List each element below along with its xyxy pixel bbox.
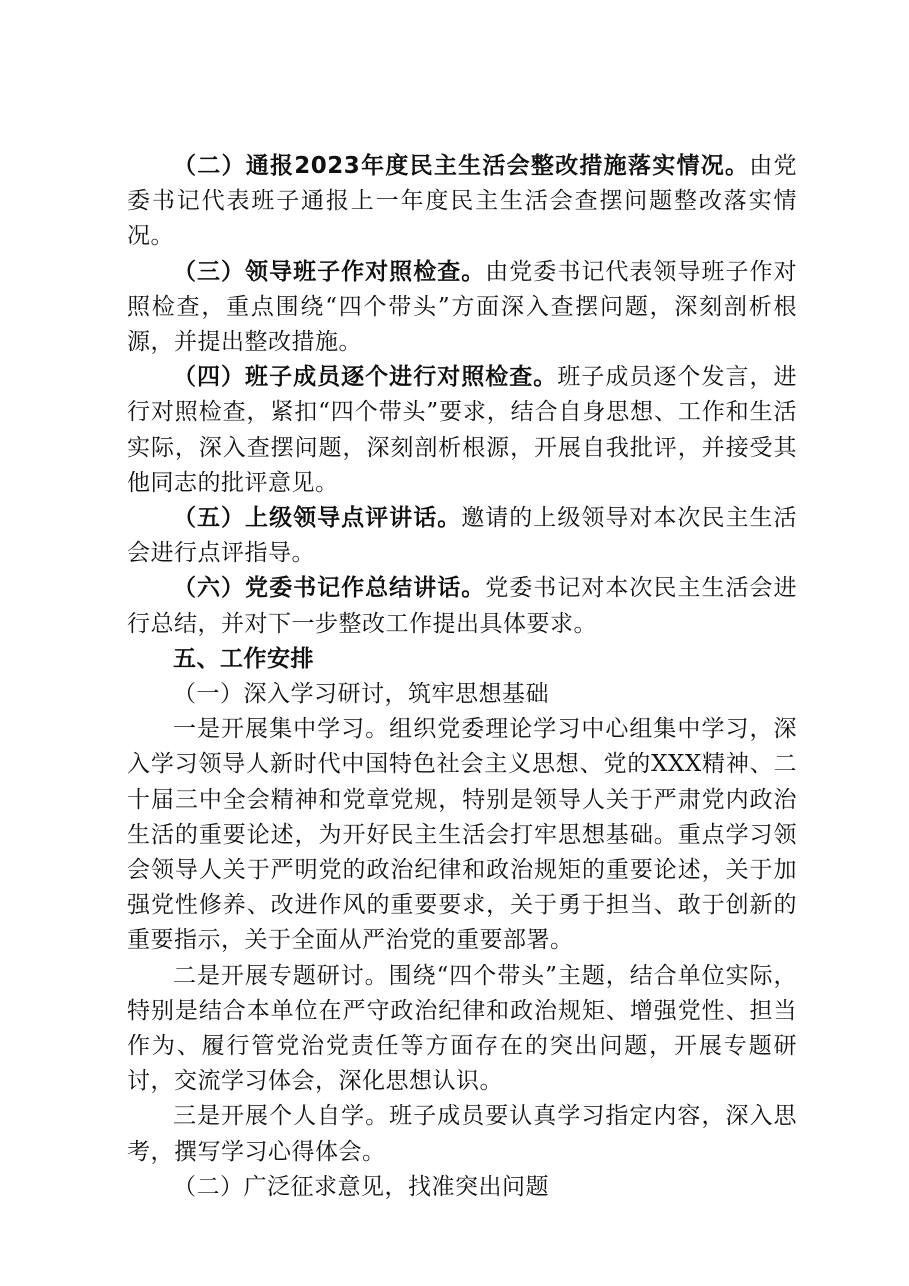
subsection-heading-1: （一）深入学习研讨，筑牢思想基础 bbox=[173, 681, 549, 708]
body-paragraph-1: 一是开展集中学习。组织党委理论学习中心组集中学习，深入学习领导人新时代中国特色社会主义思想、党的XXX精神、二十届三中全会精神和党章党规，特别是领导人关于严肃党内政治生活的重要论述，为开好民主生活会打牢思想基础。重点学习领会领导人关于严明党的政治纪律和政治规矩的重要论述，关于加强党性修养、改进作风的重要要求，关于勇于担当、敢于创新的重要指示，关于全面从严治党的重要部署。 bbox=[127, 716, 797, 954]
paragraph-item-6 bbox=[127, 571, 797, 641]
paragraph-body: 班子成员逐个发言，进行对照检查，紧扣“四个带头”要求，结合自身思想、工作和生活实际，深入查摆问题，深刻剖析根源，开展自我批评，并接受其他同志的批评意见。 bbox=[127, 364, 798, 496]
subsection-heading-2: （二）广泛征求意见，找准突出问题 bbox=[173, 1173, 549, 1200]
body-paragraph-3: 三是开展个人自学。班子成员要认真学习指定内容，深入思考，撰写学习心得体会。 bbox=[127, 1103, 797, 1165]
paragraph-body: 党委书记对本次民主生活会进行总结，并对下一步整改工作提出具体要求。 bbox=[127, 575, 798, 637]
paragraph-item-2 bbox=[127, 149, 797, 255]
body-paragraph-2: 二是开展专题研讨。围绕“四个带头”主题，结合单位实际，特别是结合本单位在严守政治纪律和政治规矩、增强党性、担当作为、履行管党治党责任等方面存在的突出问题，开展专题研讨，交流学习体会，深化思想认识。 bbox=[127, 962, 797, 1095]
paragraph-item-5 bbox=[127, 501, 797, 571]
paragraph-item-4 bbox=[127, 360, 797, 501]
paragraph-body: 由党委书记代表班子通报上一年度民主生活会查摆问题整改落实情况。 bbox=[127, 153, 798, 250]
paragraph-lead: （五）上级领导点评讲话。 bbox=[173, 505, 462, 532]
paragraph-lead: （六）党委书记作总结讲话。 bbox=[173, 575, 486, 602]
paragraph-lead: （四）班子成员逐个进行对照检查。 bbox=[173, 364, 558, 391]
paragraph-body: 邀请的上级领导对本次民主生活会进行点评指导。 bbox=[127, 505, 798, 567]
paragraph-body: 由党委书记代表领导班子作对照检查，重点围绕“四个带头”方面深入查摆问题，深刻剖析根源，并提出整改措施。 bbox=[127, 258, 798, 356]
paragraph-lead: （二）通报2023年度民主生活会整改措施落实情况。 bbox=[173, 153, 750, 179]
section-heading: 五、工作安排 bbox=[173, 645, 314, 672]
paragraph-lead: （三）领导班子作对照检查。 bbox=[173, 258, 486, 285]
document-body bbox=[127, 149, 797, 1205]
paragraph-item-3 bbox=[127, 255, 797, 361]
